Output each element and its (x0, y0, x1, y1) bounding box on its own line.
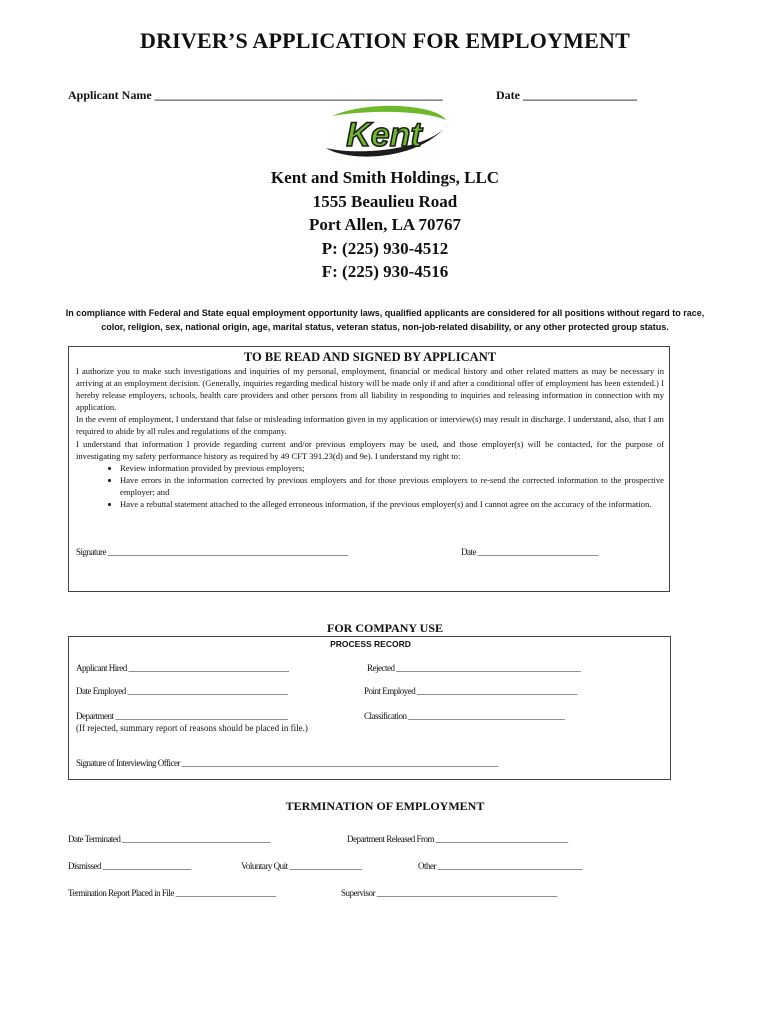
process-record-box (68, 636, 671, 780)
supervisor-field[interactable]: Supervisor _____________________________________________ (341, 888, 557, 898)
termination-title: TERMINATION OF EMPLOYMENT (285, 799, 485, 813)
company-use-title: FOR COMPANY USE (327, 621, 443, 635)
rejected-note: (If rejected, summary report of reasons should be placed in file.) (76, 723, 308, 733)
applicant-section-title: TO BE READ AND SIGNED BY APPLICANT (243, 350, 497, 364)
company-address-line2: Port Allen, LA 70767 (308, 215, 462, 234)
kent-logo (318, 104, 452, 160)
department-field[interactable]: Department ___________________________________________ (76, 711, 288, 721)
applicant-signature-date-field[interactable]: Date ______________________________ (461, 547, 598, 557)
rights-list-item: • Review information provided by previous employers; (120, 462, 664, 474)
point-employed-field[interactable]: Point Employed ________________________________________ (364, 686, 577, 696)
date-employed-field[interactable]: Date Employed ________________________________________ (76, 686, 288, 696)
classification-field[interactable]: Classification _______________________________________ (364, 711, 565, 721)
company-fax: F: (225) 930-4516 (321, 262, 449, 281)
rejected-field[interactable]: Rejected ______________________________________________ (367, 663, 581, 673)
other-field[interactable]: Other ____________________________________ (418, 861, 582, 871)
dismissed-field[interactable]: Dismissed ______________________ (68, 861, 191, 871)
interviewing-officer-signature-field[interactable]: Signature of Interviewing Officer _______________________________________________________________________________ (76, 758, 498, 768)
authorization-paragraph-1: I authorize you to make such investigations and inquiries of my personal, employment, financial or medical history and other related matters as may be necessary in arriving at an employment decision. (Generally, inquiries regarding medical history will be made only if and after a conditional offer of employment has been extended.) I hereby release employers, schools, health care providers and other persons from all liability in responding to inquiries and releasing information in connection with my application. (76, 366, 664, 413)
applicant-signature-field[interactable]: Signature ____________________________________________________________ (76, 547, 348, 557)
company-phone: P: (225) 930-4512 (321, 238, 449, 258)
authorization-paragraph-3: I understand that information I provide regarding current and/or previous employers may be used, and those employer(s) will be contacted, for the purpose of investigating my safety performance history as required by 49 CFT 391.23(d) and 9e). I understand my right to: (76, 438, 664, 461)
company-address-line1: 1555 Beaulieu Road (312, 191, 458, 211)
company-name: Kent and Smith Holdings, LLC (270, 168, 500, 187)
termination-report-field[interactable]: Termination Report Placed in File _________________________ (68, 888, 276, 898)
company-address-block (0, 166, 770, 284)
applicant-hired-field[interactable]: Applicant Hired ________________________________________ (76, 663, 289, 673)
voluntary-quit-field[interactable]: Voluntary Quit __________________ (241, 861, 362, 871)
eeo-statement: In compliance with Federal and State equal employment opportunity laws, qualified applicants are considered for all positions without regard to race, color, religion, sex, national origin, age, marital status, veteran status, non-job-related disability, or any other protected group status. (65, 308, 705, 332)
rights-list-item: • Have a rebuttal statement attached to the alleged erroneous information, if the previous employer(s) and I cannot agree on the accuracy of the information. (120, 498, 664, 510)
logo-text: Kent (346, 116, 422, 154)
applicant-name-field[interactable]: Applicant Name ________________________________________________ (68, 88, 443, 102)
date-terminated-field[interactable]: Date Terminated _____________________________________ (68, 834, 271, 844)
applicant-authorization-box (68, 346, 670, 592)
rights-list (76, 462, 664, 510)
authorization-text (76, 365, 664, 510)
header-date-field[interactable]: Date ___________________ (496, 88, 637, 102)
department-released-field[interactable]: Department Released From _________________________________ (347, 834, 568, 844)
authorization-paragraph-2: In the event of employment, I understand that false or misleading information given in my application or interview(s) may result in discharge. I understand, also, that I am required to abide by all rules and regulations of the company. (76, 414, 664, 437)
page-title: DRIVER’S APPLICATION FOR EMPLOYMENT (139, 28, 630, 53)
process-record-title: PROCESS RECORD (330, 639, 411, 649)
rights-list-item: • Have errors in the information corrected by previous employers and for those previous employers to re-send the corrected information to the prospective employer; and (120, 474, 664, 498)
